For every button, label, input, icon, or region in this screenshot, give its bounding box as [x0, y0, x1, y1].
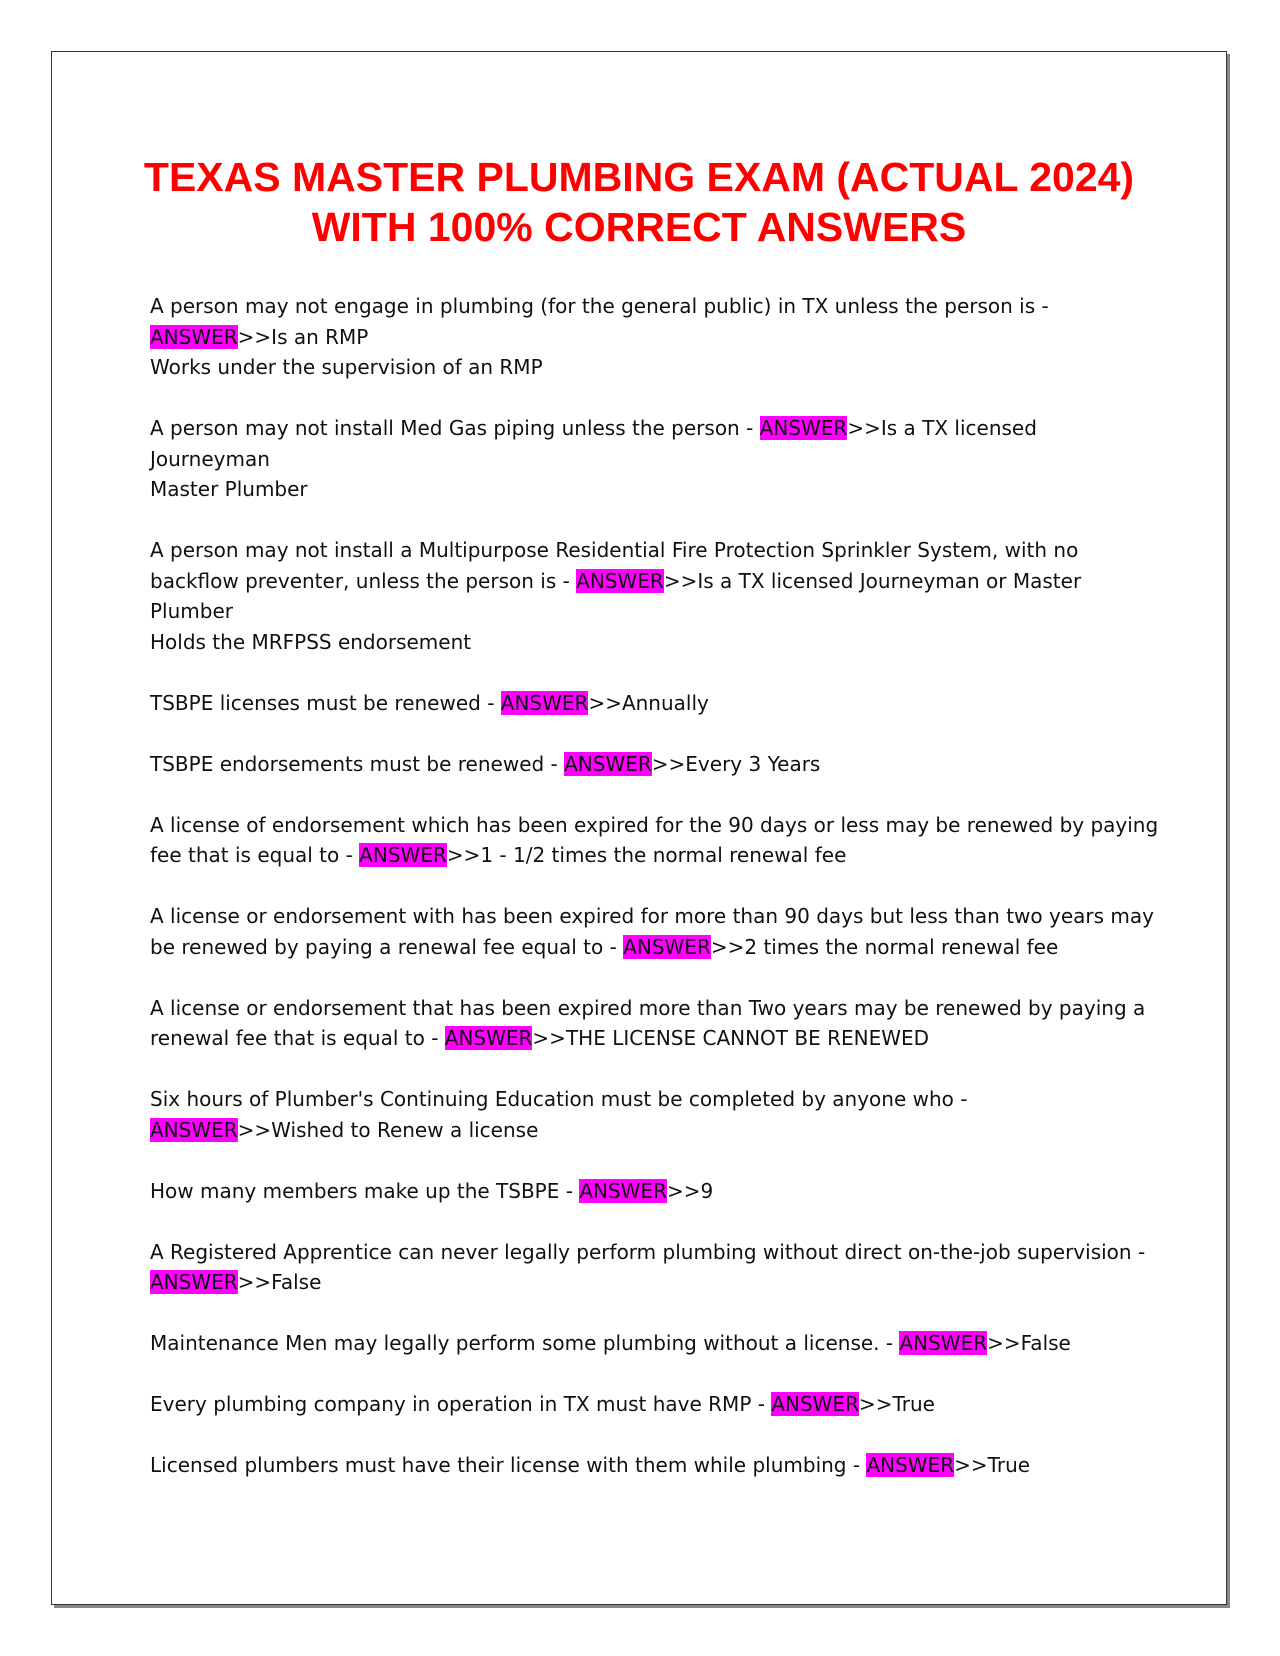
qa-item: [150, 1237, 1160, 1298]
qa-item: [150, 1328, 1160, 1359]
answer-marker-highlight: ANSWER: [150, 1117, 238, 1142]
answer-marker-highlight: ANSWER: [359, 843, 447, 867]
qa-item: [150, 1450, 1160, 1481]
question-text: Six hours of Plumber's Continuing Education must be completed by anyone who -: [150, 1087, 968, 1111]
qa-list: [150, 291, 1160, 1511]
answer-text: >>THE LICENSE CANNOT BE RENEWED: [532, 1026, 930, 1050]
answer-marker-highlight: ANSWER: [564, 751, 652, 776]
qa-item: [150, 749, 1160, 780]
answer-marker-highlight: ANSWER: [576, 568, 664, 593]
qa-item: [150, 1176, 1160, 1207]
answer-marker-highlight: ANSWER: [579, 1178, 667, 1203]
qa-item: [150, 688, 1160, 719]
qa-item: [150, 810, 1160, 871]
question-text: How many members make up the TSBPE -: [150, 1178, 580, 1203]
answer-marker-highlight: ANSWER: [150, 324, 238, 349]
question-text: A license or endorsement with has been expired for more than 90 days but less than two years may be renewed by paying a renewal fee equal to -: [150, 904, 1154, 959]
answer-text: >>Wished to Renew a license: [237, 1117, 539, 1142]
answer-text: >>2 times the normal renewal fee: [710, 934, 1059, 959]
answer-marker-highlight: ANSWER: [623, 934, 711, 959]
answer-text: >>Every 3 Years: [651, 751, 821, 776]
answer-marker-highlight: ANSWER: [759, 416, 848, 440]
answer-text: >>Annually: [588, 690, 709, 715]
question-text: A person may not engage in plumbing (for the general public) in TX unless the person is -: [150, 294, 1049, 318]
answer-marker-highlight: ANSWER: [150, 1270, 238, 1294]
question-text: A person may not install a Multipurpose Residential Fire Protection Sprinkler System, with no backflow preventer, unless the person is -: [150, 538, 1079, 593]
qa-item: [150, 993, 1160, 1054]
answer-marker-highlight: ANSWER: [500, 690, 589, 715]
question-text: TSBPE endorsements must be renewed -: [150, 751, 565, 776]
question-text: Every plumbing company in operation in TX must have RMP -: [150, 1392, 772, 1416]
qa-item: [150, 901, 1160, 962]
question-text: A license or endorsement that has been expired more than Two years may be renewed by paying a renewal fee that is equal to -: [150, 995, 1146, 1050]
answer-text: >>True: [858, 1392, 935, 1416]
question-text: A person may not install Med Gas piping unless the person -: [150, 416, 760, 440]
answer-text: >>9: [666, 1178, 714, 1203]
document-page: [51, 51, 1227, 1605]
answer-marker-highlight: ANSWER: [866, 1453, 955, 1477]
answer-marker-highlight: ANSWER: [444, 1026, 533, 1050]
answer-text: >>Is a TX licensed Journeyman Master Plumber: [150, 416, 1037, 501]
answer-text: >>1 - 1/2 times the normal renewal fee: [446, 843, 847, 867]
answer-text: >>Is a TX licensed Journeyman or Master Plumber Holds the MRFPSS endorsement: [150, 568, 1082, 654]
answer-marker-highlight: ANSWER: [899, 1331, 988, 1355]
answer-marker-highlight: ANSWER: [771, 1392, 859, 1416]
answer-text: >>False: [237, 1270, 322, 1294]
qa-item: [150, 1084, 1160, 1145]
document-title: TEXAS MASTER PLUMBING EXAM (ACTUAL 2024) WITH 100% CORRECT ANSWERS: [143, 154, 1135, 250]
qa-item: [150, 291, 1160, 383]
question-text: A license of endorsement which has been expired for the 90 days or less may be renewed by paying fee that is equal to -: [150, 812, 1159, 867]
answer-text: >>False: [987, 1331, 1071, 1355]
answer-text: >>Is an RMP Works under the supervision of an RMP: [150, 324, 543, 379]
qa-item: [150, 413, 1160, 505]
question-text: A Registered Apprentice can never legally perform plumbing without direct on-the-job supervision -: [150, 1239, 1146, 1264]
qa-item: [150, 1389, 1160, 1420]
answer-text: >>True: [954, 1453, 1031, 1477]
question-text: Licensed plumbers must have their license with them while plumbing -: [150, 1453, 867, 1477]
qa-item: [150, 535, 1160, 657]
question-text: TSBPE licenses must be renewed -: [150, 690, 501, 715]
question-text: Maintenance Men may legally perform some plumbing without a license. -: [150, 1331, 900, 1355]
